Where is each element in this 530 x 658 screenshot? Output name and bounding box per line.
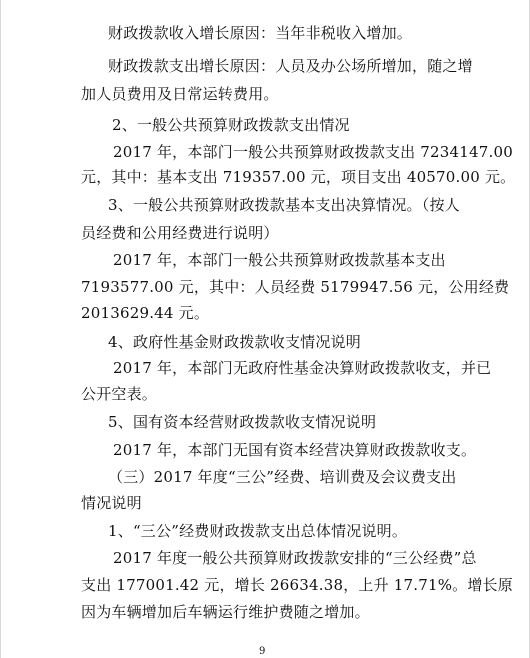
page-number: 9	[259, 646, 266, 657]
paragraph-line: 元，其中：基本支出 719357.00 元，项目支出 40570.00 元。	[81, 168, 516, 186]
paragraph-line: 2017 年，本部门一般公共预算财政拨款基本支出	[113, 251, 446, 269]
paragraph-line: 因为车辆增加后车辆运行维护费随之增加。	[81, 603, 370, 621]
paragraph-line: 2017 年，本部门无国有资本经营决算财政拨款收支。	[113, 441, 477, 459]
paragraph-line: 2017 年，本部门一般公共预算财政拨款支出 7234147.00	[113, 143, 513, 161]
section-heading: 2、一般公共预算财政拨款支出情况	[112, 116, 350, 134]
paragraph-line: 7193577.00 元，其中：人员经费 5179947.56 元，公用经费	[81, 278, 510, 296]
section-heading: 3、一般公共预算财政拨款基本支出决算情况。（按人	[108, 196, 460, 214]
paragraph-line: 2013629.44 元。	[81, 304, 210, 322]
paragraph-line: 情况说明	[81, 494, 142, 512]
paragraph-line: 员经费和公用经费进行说明）	[81, 224, 279, 242]
paragraph-line: 财政拨款支出增长原因：人员及办公场所增加，随之增	[108, 57, 473, 75]
paragraph-line: 支出 177001.42 元，增长 26634.38，上升 17.71%。增长原	[81, 576, 513, 594]
section-heading: 5、国有资本经营财政拨款收支情况说明	[108, 413, 377, 431]
paragraph-line: 2017 年度一般公共预算财政拨款安排的“三公经费”总	[113, 549, 477, 567]
paragraph-line: 2017 年，本部门无政府性基金决算财政拨款收支，并已	[113, 359, 492, 377]
paragraph-line: 公开空表。	[81, 385, 158, 403]
section-heading: 4、政府性基金财政拨款收支情况说明	[108, 333, 361, 351]
paragraph-line: 财政拨款收入增长原因：当年非税收入增加。	[108, 24, 413, 42]
section-heading: （三）2017 年度“三公”经费、培训费及会议费支出	[108, 468, 457, 486]
section-heading: 1、“三公”经费财政拨款支出总体情况说明。	[108, 522, 408, 540]
paragraph-line: 加人员费用及日常运转费用。	[81, 85, 279, 103]
